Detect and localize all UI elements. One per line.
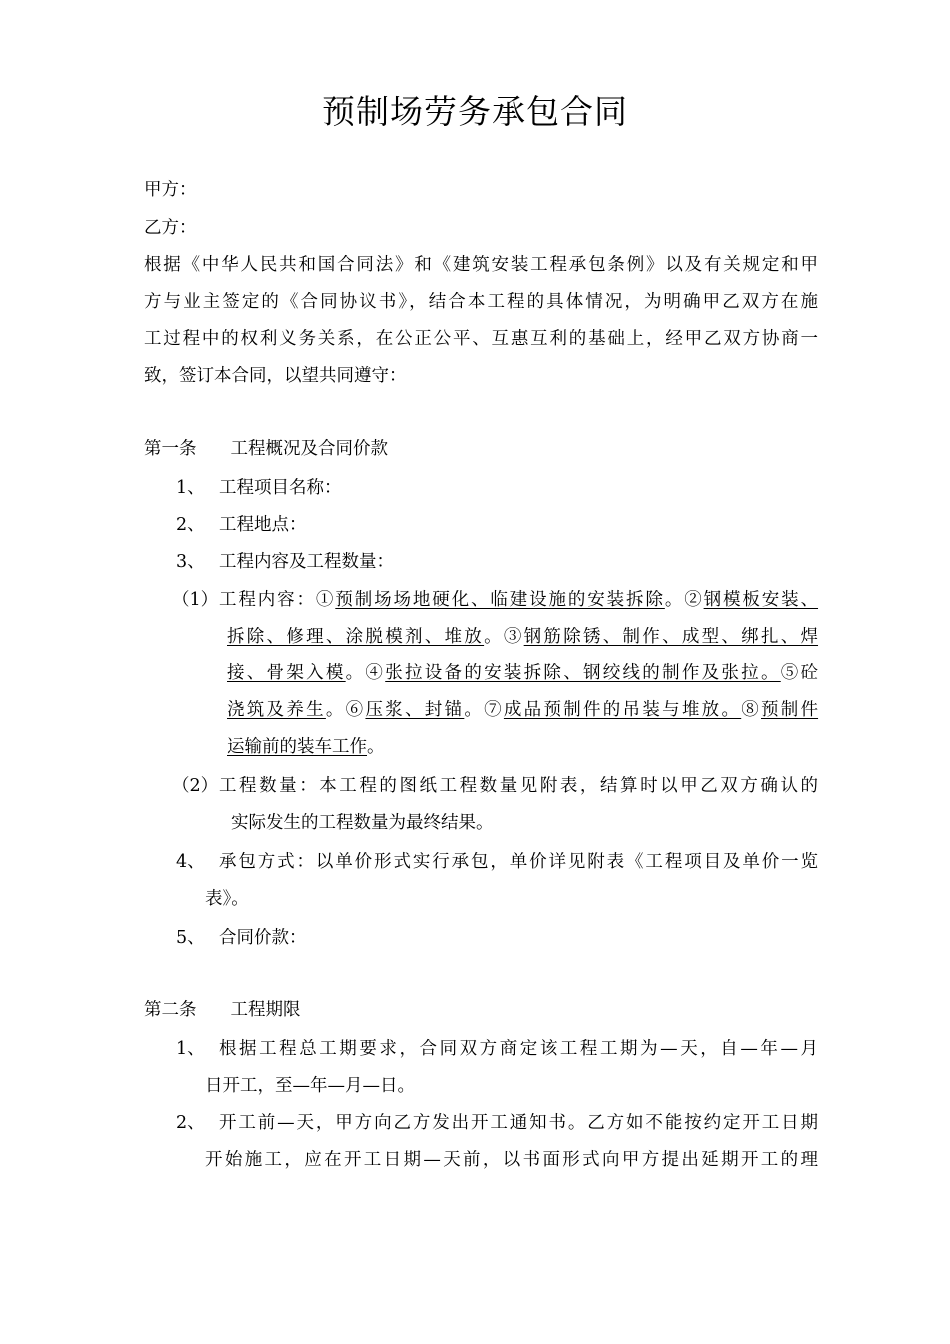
article-2-title: 工程期限 xyxy=(230,1000,301,1020)
sub-1-line-4-underlined-2: 压浆、封锚 xyxy=(365,700,465,720)
sub-1-line-1-mid: 。② xyxy=(664,590,704,610)
article-1-sub-2-line-2: 实际发生的工程数量为最终结果。 xyxy=(231,813,494,833)
article-1-item-4-line-1: 承包方式：以单价形式实行承包，单价详见附表《工程项目及单价一览 xyxy=(219,852,818,872)
article-1-item-2-number: 2、 xyxy=(176,515,205,535)
sub-1-line-4-mid-1: 。⑥ xyxy=(325,700,366,720)
article-2-heading xyxy=(144,998,301,1022)
article-1-item-5-number: 5、 xyxy=(176,928,205,948)
sub-1-line-4-mid-2: 。⑦ xyxy=(464,700,504,720)
article-2-item-2-line-2: 开始施工，应在开工日期—天前，以书面形式向甲方提出延期开工的理 xyxy=(205,1150,818,1170)
article-1-item-3-text: 工程内容及工程数量： xyxy=(219,552,394,572)
article-1-sub-1-line-3 xyxy=(227,661,818,685)
article-1-item-4-line-2: 表》。 xyxy=(205,889,249,909)
sub-1-line-4-underlined-4: 预制件 xyxy=(761,700,819,720)
sub-1-line-1-underlined-1: 预制场场地硬化、临建设施的安装拆除 xyxy=(335,590,665,610)
article-1-sub-1-line-5 xyxy=(227,735,385,759)
article-1-item-3-number: 3、 xyxy=(176,552,205,572)
article-1-item-4-number: 4、 xyxy=(176,852,205,872)
sub-1-line-4-underlined-1: 浇筑及养生 xyxy=(227,700,326,720)
sub-1-line-3-tail: ⑤砼 xyxy=(780,663,819,683)
preamble-line-1: 根据《中华人民共和国合同法》和《建筑安装工程承包条例》以及有关规定和甲 xyxy=(144,255,818,275)
article-1-item-2-text: 工程地点： xyxy=(219,515,307,535)
party-b-label: 乙方： xyxy=(144,218,197,238)
article-2-item-1-line-2: 日开工，至—年—月—日。 xyxy=(205,1076,415,1096)
article-1-sub-2-number: （2） xyxy=(172,776,219,796)
article-1-sub-1-line-1 xyxy=(219,588,818,612)
article-1-item-5-text: 合同价款： xyxy=(219,928,307,948)
article-1-sub-1-number: （1） xyxy=(172,590,219,610)
article-2-item-1-line-1: 根据工程总工期要求，合同双方商定该工程工期为—天，自—年—月 xyxy=(219,1039,818,1059)
sub-1-line-3-underlined-2: 张拉设备的安装拆除、钢绞线的制作及张拉。 xyxy=(385,663,781,683)
article-1-number: 第一条 xyxy=(144,439,197,459)
sub-1-line-1-lead: 工程内容：① xyxy=(219,590,336,610)
article-1-item-1-number: 1、 xyxy=(176,478,205,498)
sub-1-line-4-underlined-3: 成品预制件的吊装与堆放。 xyxy=(503,700,742,720)
preamble-line-2: 方与业主签定的《合同协议书》，结合本工程的具体情况，为明确甲乙双方在施 xyxy=(144,292,818,312)
sub-1-line-2-mid: 。③ xyxy=(484,627,524,647)
party-a-label: 甲方： xyxy=(144,180,197,200)
sub-1-line-5-tail: 。 xyxy=(367,737,385,757)
article-2-item-2-line-1: 开工前—天，甲方向乙方发出开工通知书。乙方如不能按约定开工日期 xyxy=(219,1113,818,1133)
article-2-item-1-number: 1、 xyxy=(176,1039,205,1059)
article-1-sub-1-line-4 xyxy=(227,698,818,722)
sub-1-line-5-underlined: 运输前的装车工作 xyxy=(227,737,367,757)
sub-1-line-1-underlined-2: 钢模板安装、 xyxy=(703,590,819,610)
sub-1-line-3-mid: 。④ xyxy=(345,663,386,683)
article-1-heading xyxy=(144,437,388,461)
article-1-sub-2-line-1: 工程数量：本工程的图纸工程数量见附表，结算时以甲乙双方确认的 xyxy=(219,776,818,796)
preamble-line-3: 工过程中的权利义务关系，在公正公平、互惠互利的基础上，经甲乙双方协商一 xyxy=(144,329,818,349)
sub-1-line-3-underlined-1: 接、骨架入模 xyxy=(227,663,346,683)
article-1-sub-1-line-2 xyxy=(227,625,818,649)
article-2-item-2-number: 2、 xyxy=(176,1113,205,1133)
article-1-title: 工程概况及合同价款 xyxy=(230,439,388,459)
article-2-number: 第二条 xyxy=(144,1000,197,1020)
article-1-item-1-text: 工程项目名称： xyxy=(219,478,342,498)
sub-1-line-4-mid-3: ⑧ xyxy=(741,700,761,720)
preamble-line-4: 致，签订本合同，以望共同遵守： xyxy=(144,366,407,386)
sub-1-line-2-underlined-1: 拆除、修理、涂脱模剂、堆放 xyxy=(227,627,485,647)
sub-1-line-2-underlined-2: 钢筋除锈、制作、成型、绑扎、焊 xyxy=(523,627,819,647)
document-title: 预制场劳务承包合同 xyxy=(322,92,628,131)
